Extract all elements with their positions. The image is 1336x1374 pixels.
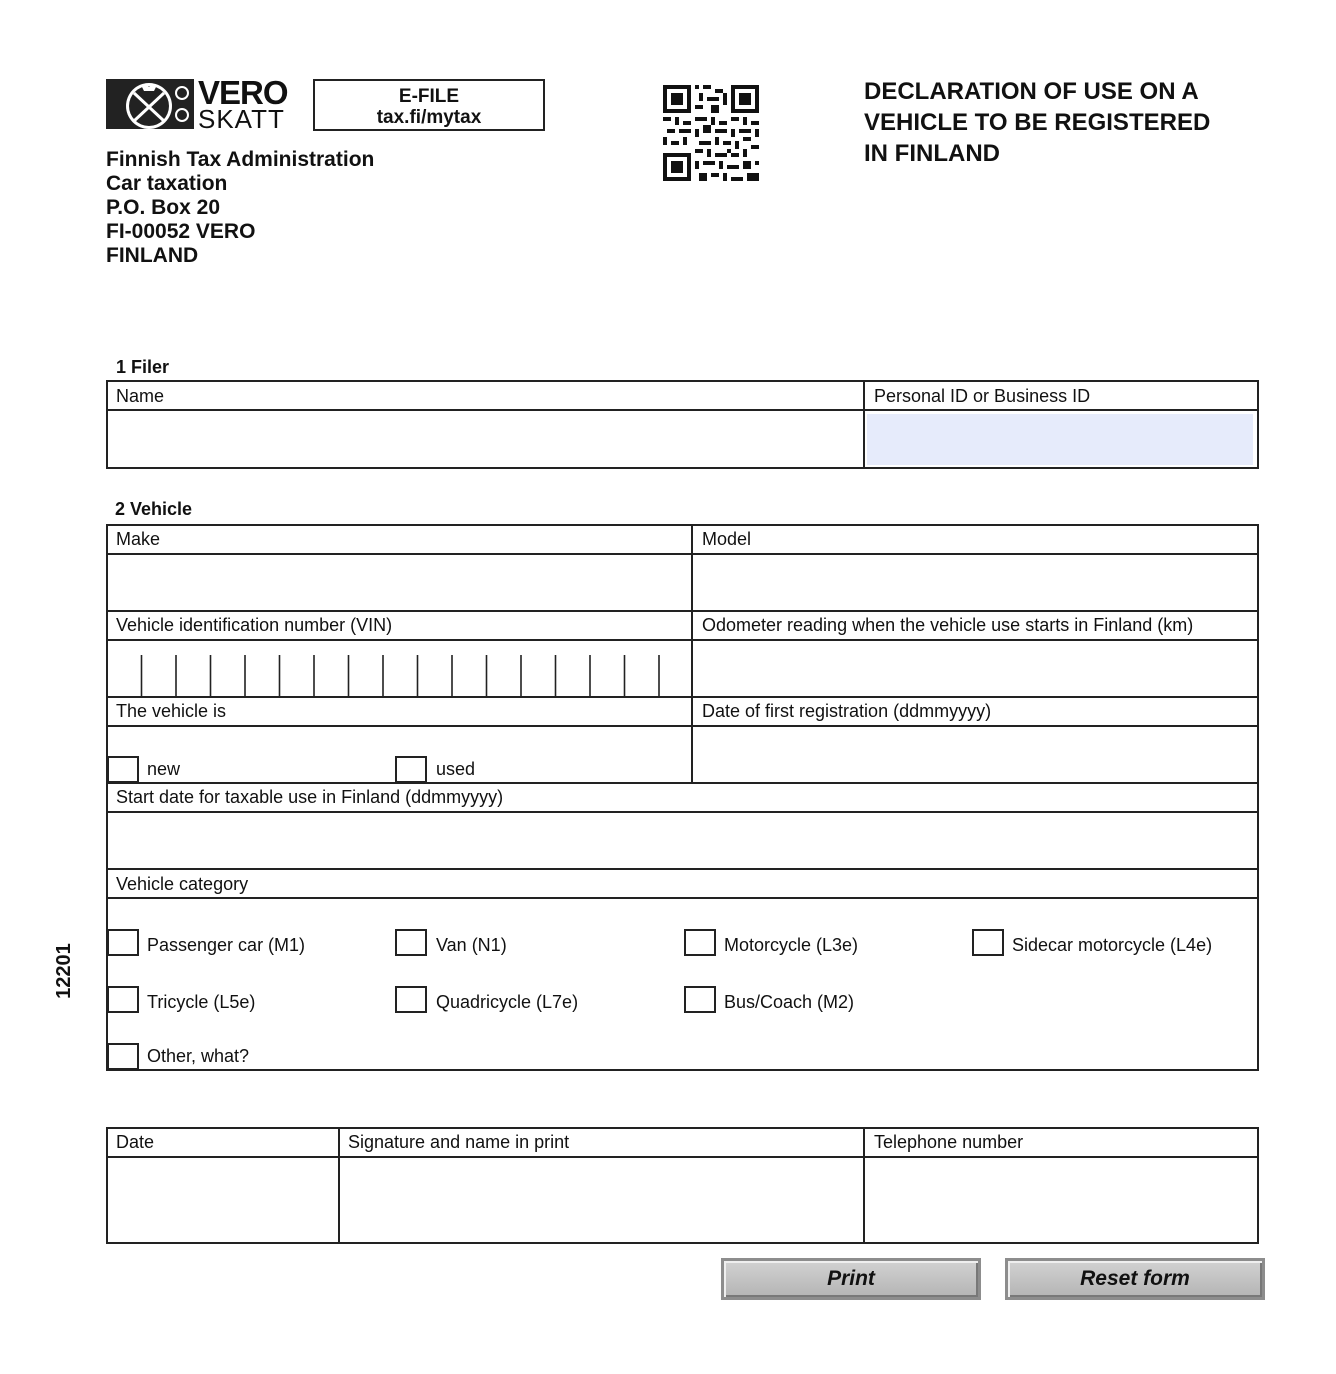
date-input[interactable] <box>110 1160 335 1240</box>
efile-url: tax.fi/mytax <box>376 107 482 128</box>
address-line: FI-00052 VERO <box>106 220 256 243</box>
signature-label: Signature and name in print <box>348 1132 570 1152</box>
form-code: 12201 <box>53 943 75 999</box>
tricycle-label: Tricycle (L5e) <box>147 992 256 1012</box>
van-checkbox[interactable] <box>395 929 427 956</box>
divider <box>107 696 1258 698</box>
divider <box>107 1156 1258 1158</box>
personal-id-input[interactable] <box>867 414 1253 465</box>
vin-comb-input[interactable] <box>107 641 691 696</box>
efile-title: E-FILE <box>398 86 460 107</box>
logo-text-vero: VERO <box>198 74 288 111</box>
divider <box>107 897 1258 899</box>
used-checkbox[interactable] <box>395 756 427 783</box>
first-registration-label: Date of first registration (ddmmyyyy) <box>702 701 992 721</box>
qr-code-icon <box>663 85 759 181</box>
name-input[interactable] <box>110 413 860 465</box>
odometer-label: Odometer reading when the vehicle use starts in Finland (km) <box>702 615 1194 635</box>
model-label: Model <box>702 529 752 549</box>
make-label: Make <box>116 529 161 549</box>
vehicle-category-label: Vehicle category <box>116 874 249 894</box>
passenger-car-checkbox[interactable] <box>107 929 139 956</box>
sidecar-motorcycle-label: Sidecar motorcycle (L4e) <box>1012 935 1213 955</box>
divider <box>107 725 1258 727</box>
used-label: used <box>436 759 476 779</box>
quadricycle-checkbox[interactable] <box>395 986 427 1013</box>
vin-label: Vehicle identification number (VIN) <box>116 615 393 635</box>
bus-coach-checkbox[interactable] <box>684 986 716 1013</box>
date-label: Date <box>116 1132 155 1152</box>
telephone-input[interactable] <box>868 1160 1254 1240</box>
sidecar-motorcycle-checkbox[interactable] <box>972 929 1004 956</box>
divider <box>107 782 1258 784</box>
vero-logo <box>106 74 288 134</box>
odometer-input[interactable] <box>696 643 1254 694</box>
telephone-label: Telephone number <box>874 1132 1024 1152</box>
filer-section-label: 1 Filer <box>116 357 170 377</box>
vehicle-section-label: 2 Vehicle <box>115 499 193 519</box>
address-line: P.O. Box 20 <box>106 196 221 219</box>
page-title <box>864 76 1210 169</box>
divider <box>338 1128 340 1243</box>
page-title-line3: IN FINLAND <box>864 140 1000 167</box>
page-title-line2: VEHICLE TO BE REGISTERED <box>864 109 1211 136</box>
logo-text-skatt: SKATT <box>198 104 285 134</box>
motorcycle-label: Motorcycle (L3e) <box>724 935 859 955</box>
make-input[interactable] <box>110 557 688 608</box>
divider <box>691 525 693 783</box>
model-input[interactable] <box>696 557 1254 608</box>
crest-logo-icon <box>106 79 194 129</box>
divider <box>107 409 1258 411</box>
signature-input[interactable] <box>343 1160 860 1240</box>
divider <box>863 381 865 468</box>
other-label: Other, what? <box>147 1046 250 1066</box>
print-button[interactable]: Print <box>721 1258 981 1300</box>
other-checkbox[interactable] <box>107 1043 139 1070</box>
address-line: Finnish Tax Administration <box>106 148 375 171</box>
start-date-input[interactable] <box>110 815 1254 866</box>
new-checkbox[interactable] <box>107 756 139 783</box>
divider <box>107 868 1258 870</box>
divider <box>107 811 1258 813</box>
new-label: new <box>147 759 181 779</box>
first-registration-input[interactable] <box>696 729 1254 780</box>
quadricycle-label: Quadricycle (L7e) <box>436 992 579 1012</box>
personal-id-label: Personal ID or Business ID <box>874 386 1091 406</box>
tricycle-checkbox[interactable] <box>107 986 139 1013</box>
page-title-line1: DECLARATION OF USE ON A <box>864 78 1199 105</box>
start-date-label: Start date for taxable use in Finland (ddmmyyyy) <box>116 787 504 807</box>
bus-coach-label: Bus/Coach (M2) <box>724 992 855 1012</box>
efile-box <box>313 79 545 131</box>
divider <box>107 553 1258 555</box>
motorcycle-checkbox[interactable] <box>684 929 716 956</box>
reset-form-button[interactable]: Reset form <box>1005 1258 1265 1300</box>
passenger-car-label: Passenger car (M1) <box>147 935 306 955</box>
divider <box>863 1128 865 1243</box>
name-label: Name <box>116 386 165 406</box>
other-input[interactable] <box>262 1041 1252 1067</box>
divider <box>107 610 1258 612</box>
address-line: FINLAND <box>106 244 199 267</box>
van-label: Van (N1) <box>436 935 507 955</box>
vehicle-condition-label: The vehicle is <box>116 701 227 721</box>
address-line: Car taxation <box>106 172 228 195</box>
